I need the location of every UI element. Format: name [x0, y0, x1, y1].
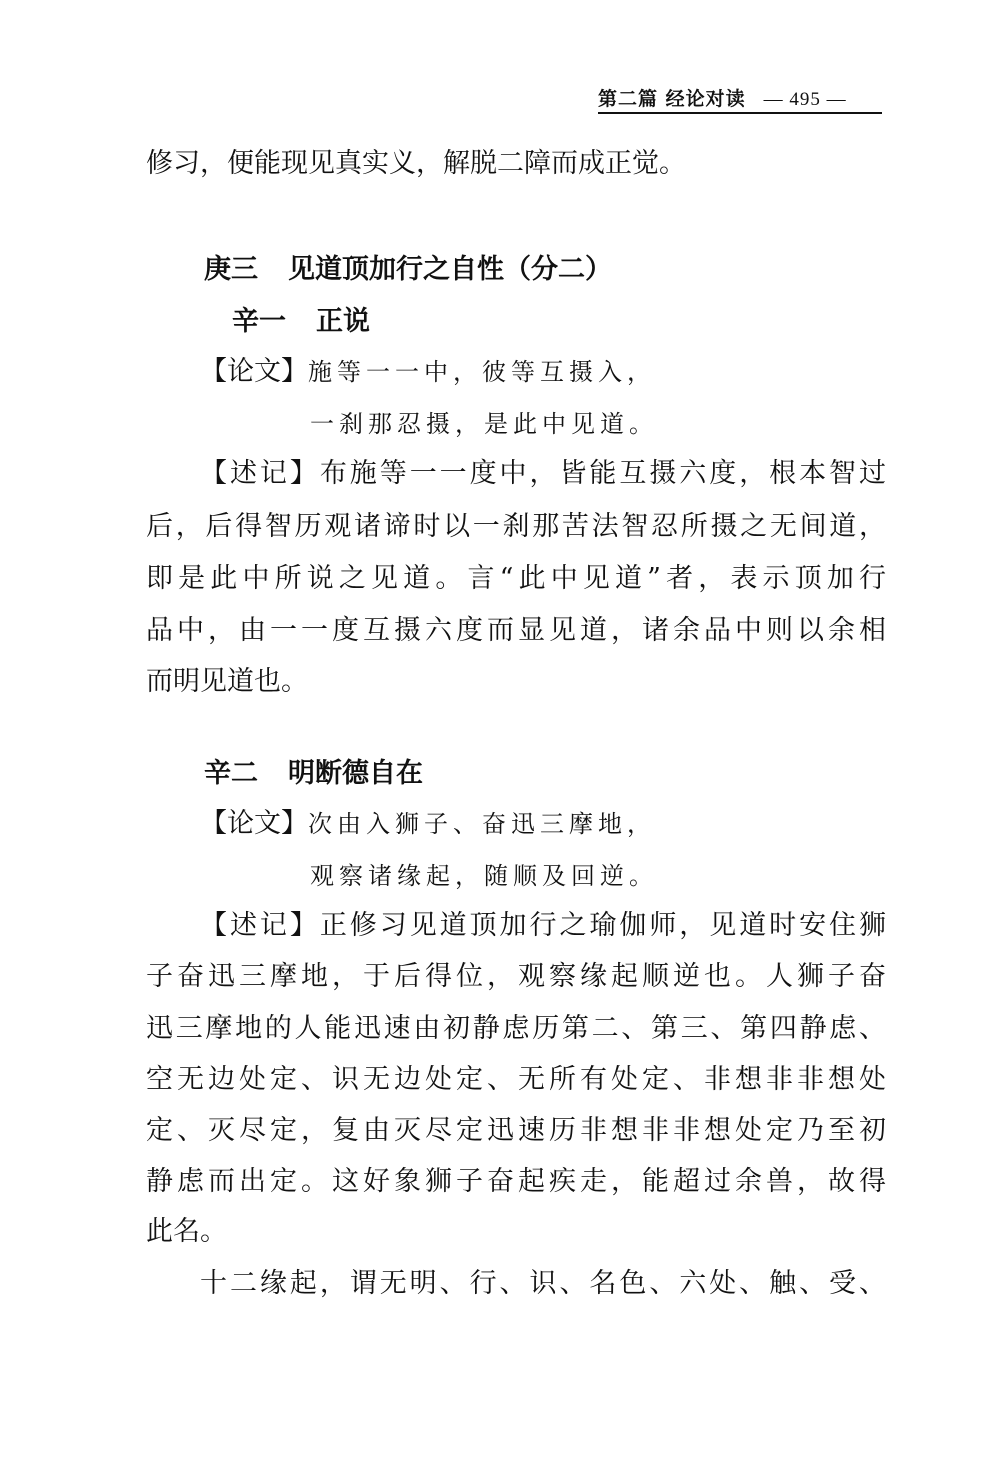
paragraph-line: 静虑而出定。这好象狮子奋起疾走，能超过余兽，故得 — [146, 1166, 886, 1197]
commentary-label: 【述记】 — [200, 910, 320, 941]
verse-line: 施等一一中，彼等互摄入， — [308, 358, 656, 386]
section-heading — [204, 252, 612, 288]
heading-title: 见道顶加行之自性（分二） — [288, 254, 612, 285]
running-title: 第二篇 经论对读 — [598, 88, 746, 110]
commentary-label: 【述记】 — [200, 458, 320, 489]
commentary-text: 正修习见道顶加行之瑜伽师，见道时安住狮 — [319, 910, 887, 941]
paragraph-line: 子奋迅三摩地，于后得位，观察缘起顺逆也。人狮子奋 — [146, 961, 886, 992]
paragraph-line: 即是此中所说之见道。言“此中见道”者，表示顶加行 — [146, 563, 886, 594]
heading-title: 明断德自在 — [288, 758, 423, 789]
heading-title: 正说 — [316, 306, 370, 337]
commentary-first-line — [200, 456, 886, 492]
subsection-heading — [204, 756, 423, 792]
verse-block — [200, 806, 656, 842]
commentary-text: 布施等一一度中，皆能互摄六度，根本智过 — [319, 458, 887, 489]
paragraph-line: 此名。 — [146, 1216, 227, 1247]
subsection-heading — [232, 304, 370, 340]
verse-line: 次由入狮子、奋迅三摩地， — [308, 810, 656, 838]
verse-line: 观察诸缘起，随顺及回逆。 — [310, 862, 658, 890]
paragraph-line: 而明见道也。 — [146, 666, 308, 697]
commentary-first-line — [200, 908, 886, 944]
verse-block — [200, 354, 656, 390]
paragraph-line: 修习，便能现见真实义，解脱二障而成正觉。 — [146, 148, 686, 179]
heading-number: 庚三 — [204, 254, 258, 285]
paragraph-line: 迅三摩地的人能迅速由初静虑历第二、第三、第四静虑、 — [146, 1013, 886, 1044]
heading-number: 辛一 — [232, 306, 286, 337]
verse-label: 【论文】 — [200, 356, 308, 387]
heading-number: 辛二 — [204, 758, 258, 789]
paragraph-line: 品中，由一一度互摄六度而显见道，诸余品中则以余相 — [146, 615, 886, 646]
paragraph-line: 空无边处定、识无边处定、无所有处定、非想非非想处 — [146, 1064, 886, 1095]
paragraph-line: 定、灭尽定，复由灭尽定迅速历非想非非想处定乃至初 — [146, 1115, 886, 1146]
page-number: — 495 — — [763, 89, 847, 110]
running-header — [598, 86, 882, 114]
paragraph-line: 后，后得智历观诸谛时以一刹那苦法智忍所摄之无间道， — [146, 511, 886, 542]
verse-line: 一刹那忍摄，是此中见道。 — [310, 410, 658, 438]
paragraph-line: 十二缘起，谓无明、行、识、名色、六处、触、受、 — [200, 1268, 886, 1299]
verse-label: 【论文】 — [200, 808, 308, 839]
